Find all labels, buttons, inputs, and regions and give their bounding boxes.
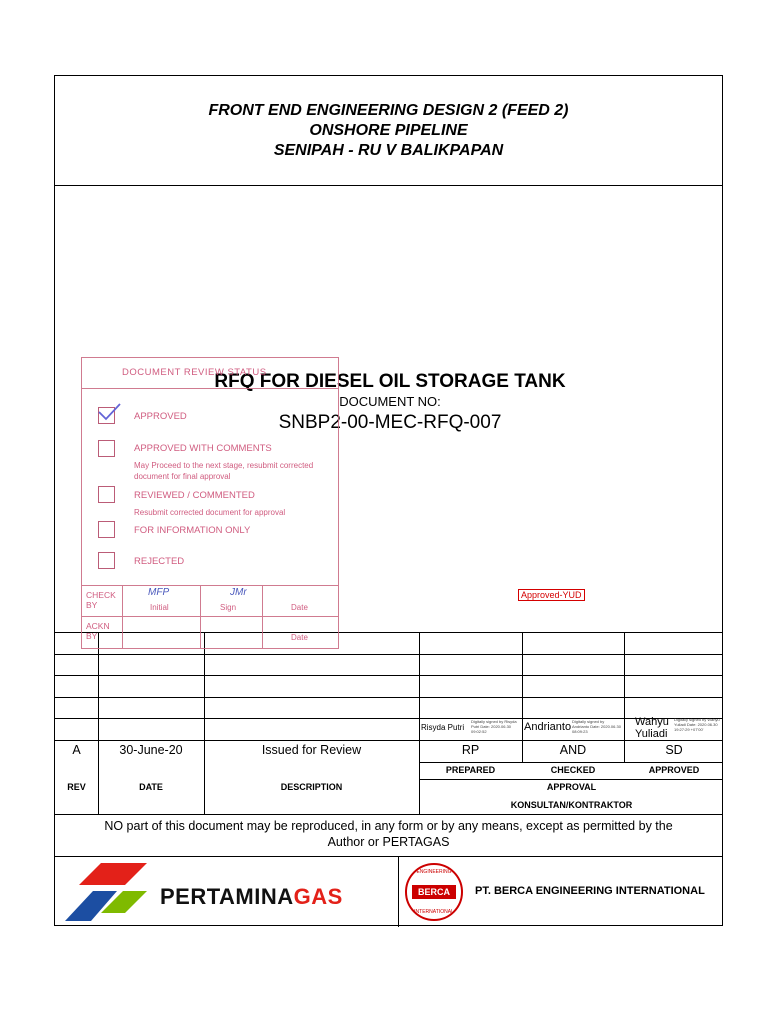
table-line bbox=[55, 697, 722, 698]
logo-divider bbox=[398, 856, 399, 927]
rejected-checkbox bbox=[98, 552, 115, 569]
berca-ring-top: ENGINEERING bbox=[416, 869, 452, 875]
header-line-3: SENIPAH - RU V BALIKPAPAN bbox=[273, 142, 504, 159]
stamp-option-approved: APPROVED bbox=[134, 411, 187, 422]
header-line-1: FRONT END ENGINEERING DESIGN 2 (FEED 2) bbox=[208, 102, 569, 119]
table-line bbox=[55, 814, 722, 815]
prepared-value: RP bbox=[461, 743, 480, 757]
berca-logo-text: BERCA bbox=[412, 885, 456, 899]
table-line bbox=[55, 675, 722, 676]
stamp-vline bbox=[262, 585, 263, 648]
pertamina-logo bbox=[63, 861, 153, 923]
stamp-option-for-information: FOR INFORMATION ONLY bbox=[134, 525, 251, 536]
stamp-sign-label: Sign bbox=[220, 603, 237, 612]
approved-signature-note: Digitally signed by Wahyu Yuliadi Date: 2020.06.30 19:27:29 +07'00' bbox=[674, 717, 720, 732]
copyright-notice bbox=[55, 818, 722, 850]
berca-ring-bottom: INTERNATIONAL bbox=[414, 909, 454, 915]
stamp-option-reviewed: REVIEWED / COMMENTED bbox=[134, 490, 255, 501]
stamp-initial-label: Initial bbox=[150, 603, 169, 612]
pertamina-word: PERTAMINA bbox=[160, 884, 294, 909]
stamp-date-label-2: Date bbox=[291, 633, 308, 642]
checked-signature-note: Digitally signed by Andrianto Date: 2020.06.30 08:09:23 bbox=[572, 719, 621, 734]
rev-label: REV bbox=[67, 782, 86, 792]
checked-signer-name: Andrianto bbox=[524, 721, 572, 733]
stamp-initial-value: MFP bbox=[148, 587, 170, 598]
stamp-option-rejected: REJECTED bbox=[134, 556, 185, 567]
stamp-ackn-by: ACKN BY bbox=[86, 621, 110, 641]
date-value: 30-June-20 bbox=[119, 743, 183, 757]
review-status-stamp bbox=[81, 357, 339, 649]
rev-value: A bbox=[72, 743, 81, 757]
approval-label: APPROVAL bbox=[546, 782, 597, 792]
copyright-notice-line-2: Author or PERTAGAS bbox=[327, 835, 450, 849]
table-line bbox=[55, 654, 722, 655]
prepared-label: PREPARED bbox=[445, 765, 496, 775]
description-value: Issued for Review bbox=[261, 743, 362, 757]
table-line bbox=[55, 856, 722, 857]
stamp-line bbox=[82, 388, 338, 389]
stamp-check-by: CHECK BY bbox=[86, 590, 116, 610]
gas-word: GAS bbox=[293, 884, 343, 909]
stamp-reviewed-note: Resubmit corrected document for approval bbox=[134, 508, 286, 517]
stamp-vline bbox=[122, 585, 123, 648]
document-number: SNBP2-00-MEC-RFQ-007 bbox=[278, 412, 502, 433]
table-line bbox=[419, 762, 722, 763]
document-frame bbox=[54, 75, 723, 926]
stamp-option-approved-with-comments: APPROVED WITH COMMENTS bbox=[134, 443, 272, 454]
stamp-date-label: Date bbox=[291, 603, 308, 612]
header-divider bbox=[55, 185, 722, 186]
berca-logo bbox=[405, 863, 463, 921]
stamp-vline bbox=[200, 585, 201, 648]
description-label: DESCRIPTION bbox=[280, 782, 343, 792]
approved-value: SD bbox=[665, 743, 683, 757]
document-title: RFQ FOR DIESEL OIL STORAGE TANK bbox=[214, 371, 566, 392]
konsultan-label: KONSULTAN/KONTRAKTOR bbox=[510, 800, 633, 810]
approved-tag: Approved-YUD bbox=[518, 589, 585, 601]
approved-signer-name-1: Wahyu bbox=[635, 716, 669, 728]
approved-label: APPROVED bbox=[648, 765, 700, 775]
stamp-sign-value: JMr bbox=[230, 587, 247, 598]
prepared-signature-note: Digitally signed by Risyda Putri Date: 2020.06.30 09:02:52 bbox=[471, 719, 517, 734]
stamp-line bbox=[82, 585, 338, 586]
stamp-heading: DOCUMENT REVIEW STATUS bbox=[122, 367, 267, 378]
checked-value: AND bbox=[559, 743, 587, 757]
approved-signer-name-2: Yuliadi bbox=[635, 728, 668, 740]
date-label: DATE bbox=[139, 782, 163, 792]
copyright-notice-line-1: NO part of this document may be reproduced, in any form or by any means, except as permitted by the bbox=[104, 819, 673, 833]
document-number-label: DOCUMENT NO: bbox=[339, 394, 441, 409]
table-line bbox=[419, 779, 722, 780]
pertamina-logo-red-shape bbox=[79, 863, 147, 885]
stamp-line bbox=[82, 616, 338, 617]
table-line bbox=[55, 740, 722, 741]
berca-company-name: PT. BERCA ENGINEERING INTERNATIONAL bbox=[475, 885, 705, 897]
for-information-checkbox bbox=[98, 521, 115, 538]
checked-label: CHECKED bbox=[550, 765, 596, 775]
prepared-signer-name: Risyda Putri bbox=[421, 723, 465, 732]
pertamina-gas-wordmark bbox=[160, 884, 343, 910]
checkmark-icon bbox=[96, 402, 122, 424]
approved-with-comments-checkbox bbox=[98, 440, 115, 457]
header-line-2: ONSHORE PIPELINE bbox=[309, 122, 468, 139]
stamp-approved-with-comments-note: May Proceed to the next stage, resubmit corrected document for final approval bbox=[134, 461, 314, 481]
reviewed-checkbox bbox=[98, 486, 115, 503]
